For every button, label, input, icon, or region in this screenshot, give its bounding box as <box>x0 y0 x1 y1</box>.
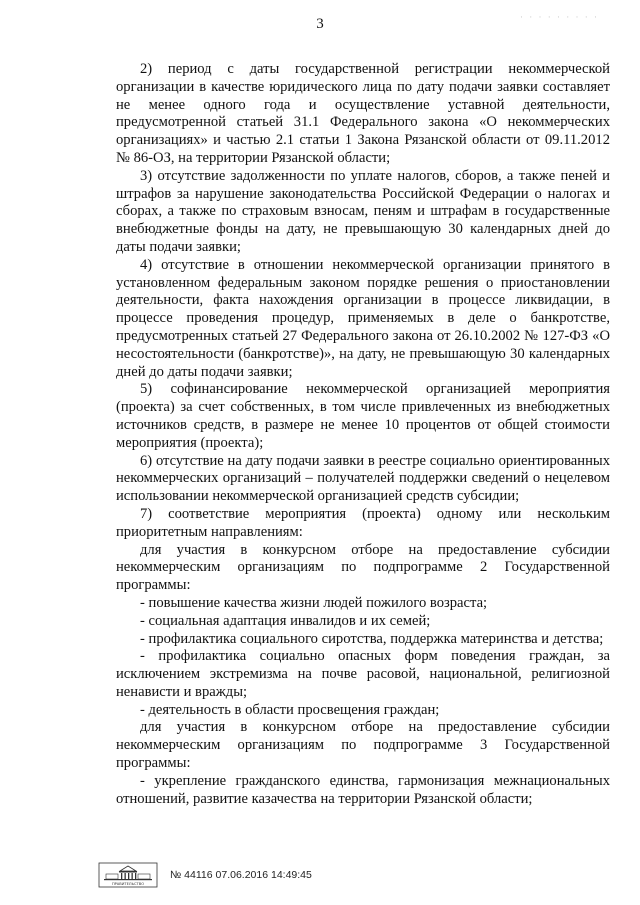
registration-stamp: № 44116 07.06.2016 14:49:45 <box>170 869 312 881</box>
paragraph-condition-5: 5) софинансирование некоммерческой организацией мероприятия (проекта) за счет собственных, в том числе привлеченных из внебюджетных источников средств, в размере не менее 10 процентов от общей стоимости мероприятия (проекта); <box>116 381 610 451</box>
document-body <box>116 61 610 808</box>
scan-artifact: · · · · · · · · · <box>520 12 599 22</box>
list-item: - социальная адаптация инвалидов и их семей; <box>140 612 431 629</box>
list-item: - профилактика социально опасных форм поведения граждан, за исключением экстремизма на почве расовой, национальной, религиозной ненависти и вражды; <box>116 648 610 700</box>
paragraph-condition-7: 7) соответствие мероприятия (проекта) одному или нескольким приоритетным направлениям: <box>116 505 610 540</box>
government-building-icon <box>98 862 158 888</box>
list-item: - профилактика социального сиротства, поддержка материнства и детства; <box>140 630 604 647</box>
list-item: - укрепление гражданского единства, гармонизация межнациональных отношений, развитие казачества на территории Рязанской области; <box>116 772 610 807</box>
paragraph-condition-6: 6) отсутствие на дату подачи заявки в реестре социально ориентированных некоммерческих организаций – получателей поддержки сведений о нецелевом использовании некоммерческой организацией средств субсидии; <box>116 452 610 505</box>
paragraph-subprogram-2-intro: для участия в конкурсном отборе на предоставление субсидии некоммерческим организациям по подпрограмме 2 Государственной программы: <box>116 541 610 594</box>
list-item: - деятельность в области просвещения граждан; <box>140 701 440 718</box>
paragraph-condition-4: 4) отсутствие в отношении некоммерческой организации принятого в установленном федеральным законом порядке решения о приостановлении деятельности, факта нахождения организации в процессе ликвидации, в процессе проведения процедур, применяемых в деле о банкротстве, предусмотренных статьей 27 Федерального закона от 26.10.2002 № 127-ФЗ «О несостоятельности (банкротстве)», на дату, не превышающую 30 календарных дней до даты подачи заявки; <box>116 256 610 380</box>
paragraph-subprogram-3-intro: для участия в конкурсном отборе на предоставление субсидии некоммерческим организациям по подпрограмме 3 Государственной программы: <box>116 719 610 772</box>
paragraph-condition-3: 3) отсутствие задолженности по уплате налогов, сборов, а также пеней и штрафов за нарушение законодательства Российской Федерации о налогах и сборах, а также по страховым взносам, пеням и штрафам в государственные внебюджетные фонды на дату, не превышающую 30 календарных дней до даты подачи заявки; <box>116 167 610 255</box>
logo-caption: ПРАВИТЕЛЬСТВО <box>111 882 145 886</box>
paragraph-condition-2: 2) период с даты государственной регистрации некоммерческой организации в качестве юридического лица по дату подачи заявки составляет не менее одного года и осуществление уставной деятельности, предусмотренной статьей 31.1 Федерального закона «О некоммерческих организациях» и частью 2.1 статьи 1 Закона Рязанской области от 09.11.2012 № 86-ОЗ, на территории Рязанской области; <box>116 61 610 166</box>
footer <box>98 862 312 888</box>
list-item: - повышение качества жизни людей пожилого возраста; <box>140 594 488 611</box>
page-number: 3 <box>316 16 324 32</box>
